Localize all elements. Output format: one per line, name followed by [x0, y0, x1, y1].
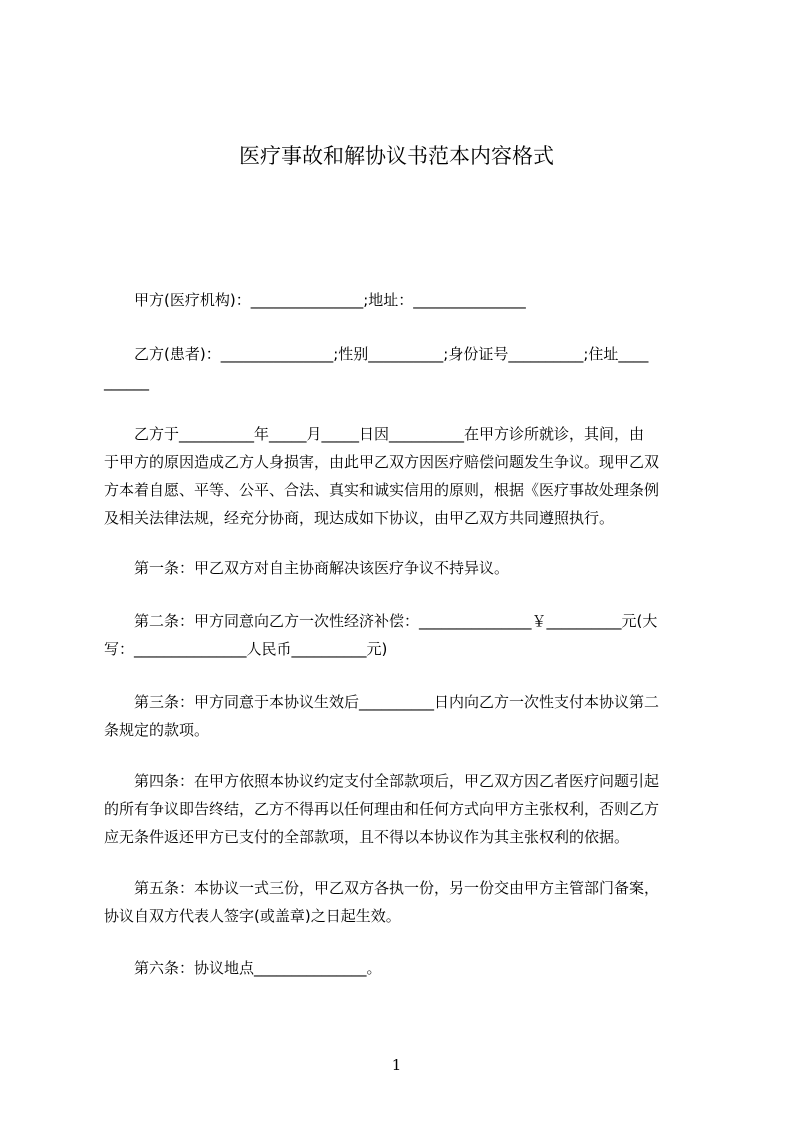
page-number: 1 [391, 1056, 402, 1074]
article-6 [104, 954, 699, 982]
paragraph-line: 方本着自愿、平等、公平、合法、真实和诚实信用的原则，根据《医疗事故处理条例 [104, 481, 660, 499]
paragraph-line: 第三条：甲方同意于本协议生效后__________日内向乙方一次性支付本协议第二 [104, 693, 660, 711]
paragraph-line: 写：_______________人民币__________元) [104, 640, 388, 658]
paragraph-line: 第一条：甲乙双方对自主协商解决该医疗争议不持异议。 [104, 559, 510, 577]
article-5 [104, 874, 699, 930]
article-4 [104, 767, 699, 851]
paragraph-line: 的所有争议即告终结，乙方不得再以任何理由和任何方式向甲方主张权利，否则乙方 [104, 800, 660, 818]
paragraph-line: 甲方(医疗机构)：_______________;地址：_______________ [104, 291, 526, 309]
paragraph-line: 协议自双方代表人签字(或盖章)之日起生效。 [104, 907, 401, 925]
background-paragraph [104, 420, 699, 532]
paragraph-line: 条规定的款项。 [104, 721, 210, 739]
document-title: 医疗事故和解协议书范本内容格式 [239, 144, 554, 168]
article-2 [104, 607, 699, 663]
paragraph-line: 第四条：在甲方依照本协议约定支付全部款项后，甲乙双方因乙者医疗问题引起 [104, 772, 660, 790]
paragraph-line: 乙方(患者)：_______________;性别__________;身份证号__________;住址____ [104, 345, 649, 363]
paragraph-line: 于甲方的原因造成乙方人身损害，由此甲乙双方因医疗赔偿问题发生争议。现甲乙双 [104, 453, 660, 471]
paragraph-line: 第二条：甲方同意向乙方一次性经济补偿：_______________￥__________元(大 [104, 612, 658, 630]
paragraph-line: 及相关法律法规，经充分协商，现达成如下协议，由甲乙双方共同遵照执行。 [104, 509, 615, 527]
article-3 [104, 688, 699, 744]
paragraph-line: 乙方于__________年_____月_____日因__________在甲方诊所就诊，其间，由 [104, 425, 645, 443]
paragraph-line: 第六条：协议地点_______________。 [104, 959, 382, 977]
article-1 [104, 554, 699, 582]
paragraph-line: ______ [104, 373, 149, 391]
paragraph-line: 应无条件返还甲方已支付的全部款项，且不得以本协议作为其主张权利的依据。 [104, 828, 630, 846]
party-a-paragraph [104, 286, 699, 314]
party-b-paragraph [104, 340, 699, 396]
paragraph-line: 第五条：本协议一式三份，甲乙双方各执一份，另一份交由甲方主管部门备案， [104, 879, 660, 897]
